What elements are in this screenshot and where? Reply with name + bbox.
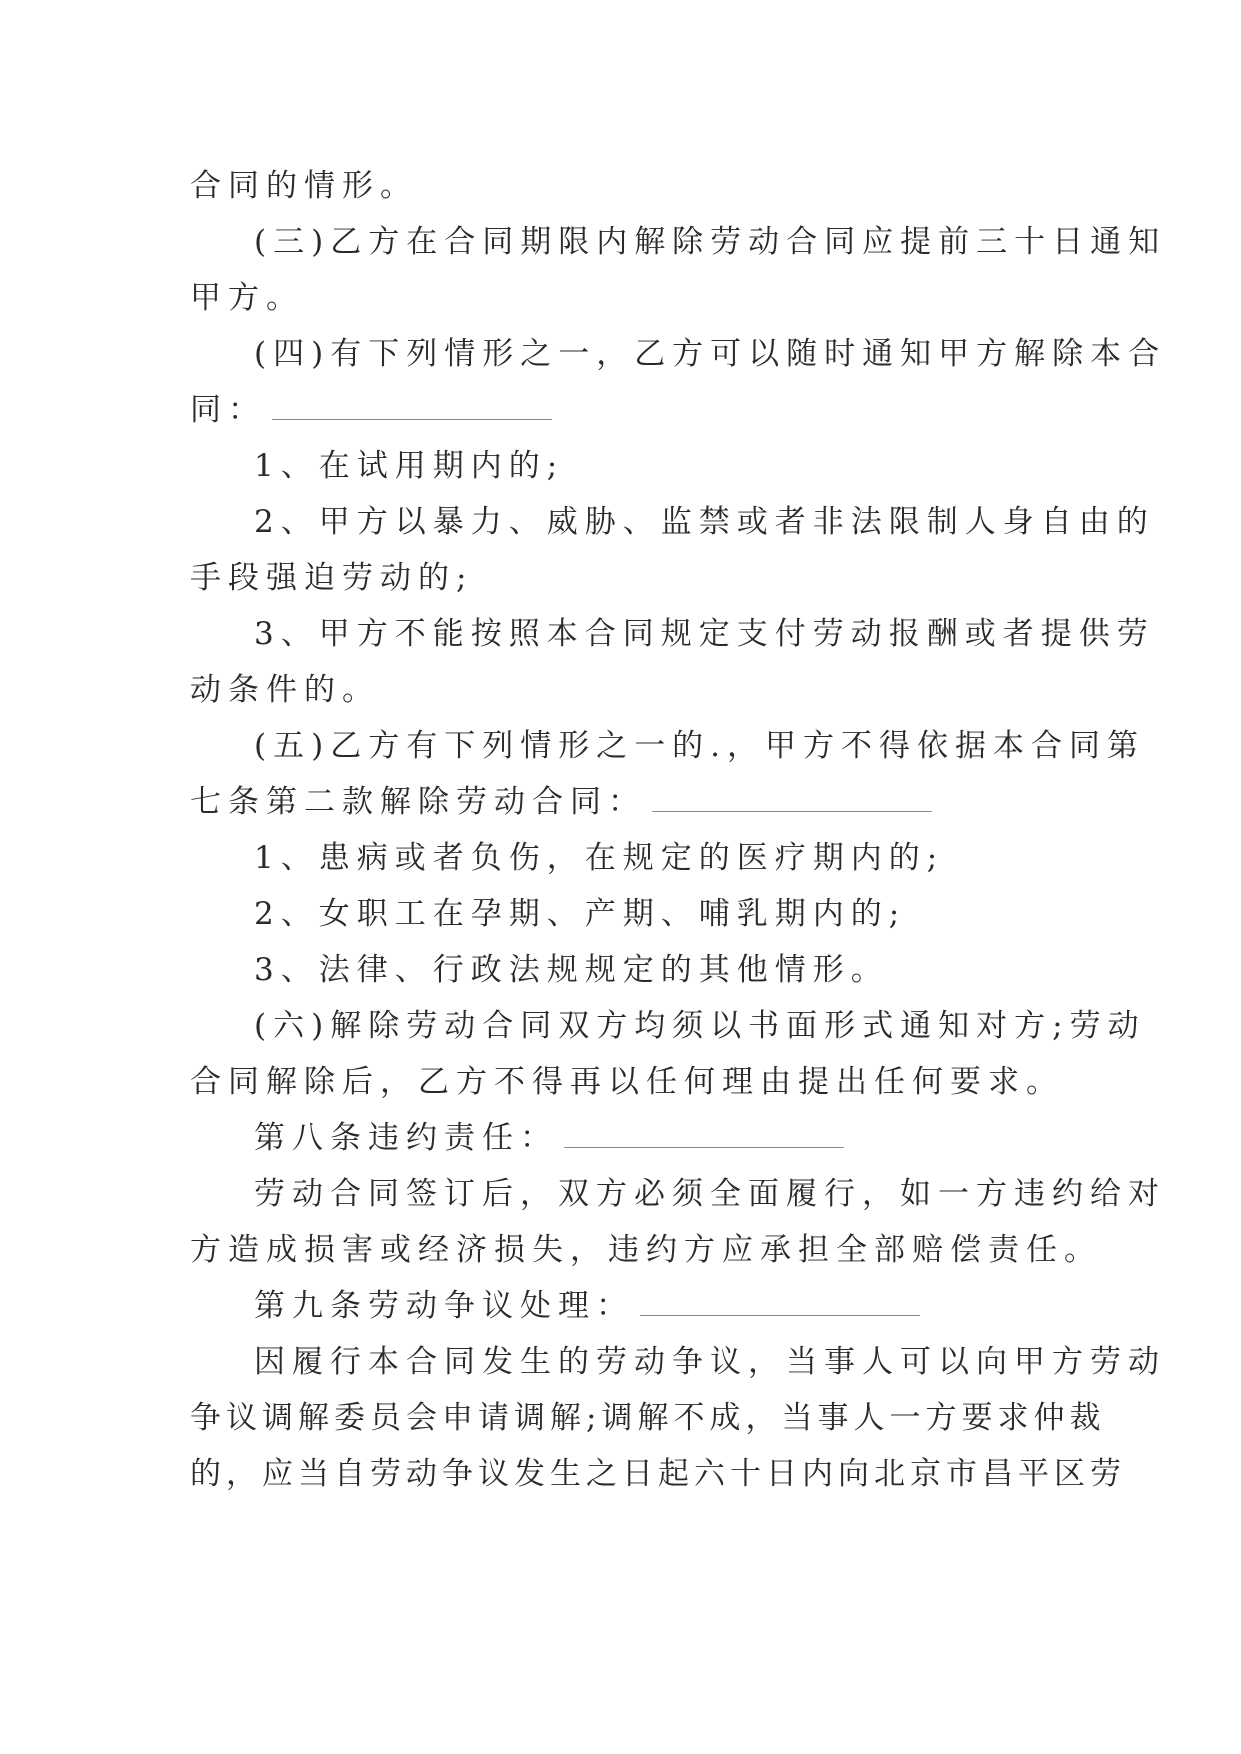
text-line xyxy=(190,1450,1126,1498)
line-text: 争议调解委员会申请调解;调解不成，当事人一方要求仲裁 xyxy=(190,1400,1106,1436)
text-line xyxy=(190,386,1060,434)
text-line xyxy=(254,1282,1060,1330)
line-text: 因履行本合同发生的劳动争议，当事人可以向甲方劳动 xyxy=(254,1344,1166,1380)
line-text: 合同的情形。 xyxy=(190,168,418,204)
line-text: 同： xyxy=(190,392,266,428)
text-line xyxy=(254,1170,1166,1218)
text-line xyxy=(254,218,1167,266)
line-text: (四)有下列情形之一，乙方可以随时通知甲方解除本合 xyxy=(254,336,1167,372)
line-text: 的，应当自劳动争议发生之日起六十日内向北京市昌平区劳 xyxy=(190,1456,1126,1492)
line-text: (三)乙方在合同期限内解除劳动合同应提前三十日通知 xyxy=(254,224,1167,260)
text-line xyxy=(190,554,1060,602)
text-line xyxy=(190,162,1060,210)
text-line xyxy=(254,330,1167,378)
line-text: 3、甲方不能按照本合同规定支付劳动报酬或者提供劳 xyxy=(254,616,1155,652)
text-line xyxy=(254,834,1060,882)
fill-in-blank xyxy=(640,1287,920,1316)
text-line xyxy=(254,442,1060,490)
text-line xyxy=(254,722,1146,770)
line-text: 2、女职工在孕期、产期、哺乳期内的; xyxy=(254,896,907,932)
line-text: 合同解除后，乙方不得再以任何理由提出任何要求。 xyxy=(190,1064,1064,1100)
text-line xyxy=(190,666,1060,714)
line-text: 动条件的。 xyxy=(190,672,380,708)
text-line xyxy=(254,1002,1146,1050)
line-text: 第九条劳动争议处理： xyxy=(254,1288,634,1324)
text-line xyxy=(190,1394,1106,1442)
line-text: 劳动合同签订后，双方必须全面履行，如一方违约给对 xyxy=(254,1176,1166,1212)
text-line xyxy=(190,1058,1064,1106)
text-line xyxy=(190,274,1060,322)
line-text: 手段强迫劳动的; xyxy=(190,560,474,596)
text-line xyxy=(254,946,1060,994)
line-text: 2、甲方以暴力、威胁、监禁或者非法限制人身自由的 xyxy=(254,504,1155,540)
line-text: 1、患病或者负伤，在规定的医疗期内的; xyxy=(254,840,945,876)
line-text: (五)乙方有下列情形之一的.，甲方不得依据本合同第 xyxy=(254,728,1146,764)
fill-in-blank xyxy=(652,783,932,812)
line-text: 甲方。 xyxy=(190,280,304,316)
line-text: 3、法律、行政法规规定的其他情形。 xyxy=(254,952,889,988)
line-text: 七条第二款解除劳动合同： xyxy=(190,784,646,820)
text-line xyxy=(254,1114,1060,1162)
text-line xyxy=(254,498,1155,546)
line-text: 方造成损害或经济损失，违约方应承担全部赔偿责任。 xyxy=(190,1232,1102,1268)
text-line xyxy=(254,1338,1166,1386)
line-text: 第八条违约责任： xyxy=(254,1120,558,1156)
text-line xyxy=(254,610,1155,658)
fill-in-blank xyxy=(272,391,552,420)
text-line xyxy=(254,890,1060,938)
line-text: (六)解除劳动合同双方均须以书面形式通知对方;劳动 xyxy=(254,1008,1146,1044)
line-text: 1、在试用期内的; xyxy=(254,448,565,484)
text-line xyxy=(190,1226,1102,1274)
fill-in-blank xyxy=(564,1119,844,1148)
text-line xyxy=(190,778,1060,826)
